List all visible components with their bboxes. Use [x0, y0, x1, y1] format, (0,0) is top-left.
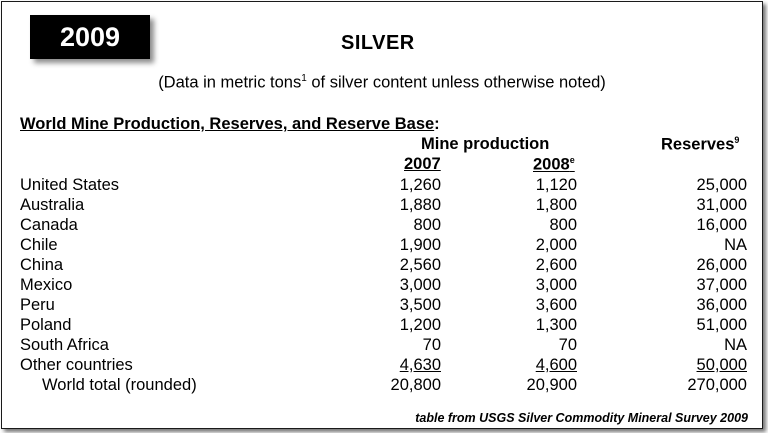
table-row-total — [2, 375, 762, 395]
cell-2007: 2,560 — [399, 256, 441, 274]
units-note — [2, 73, 762, 93]
year-2008-label: 2008 — [533, 155, 570, 174]
reserves-header-label: Reserves — [661, 135, 735, 154]
units-note-text-before: (Data in metric tons — [158, 73, 302, 92]
units-note-text-after: of silver content unless otherwise noted) — [306, 73, 606, 92]
cell-2008: 3,000 — [535, 276, 577, 294]
row-label: Peru — [20, 296, 55, 314]
cell-2007: 70 — [422, 336, 441, 354]
year-2008-header — [533, 155, 575, 175]
cell-2008: 2,000 — [535, 236, 577, 254]
table-row — [2, 195, 762, 215]
row-label: Mexico — [20, 276, 73, 294]
table-row — [2, 175, 762, 195]
source-caption: table from USGS Silver Commodity Mineral Survey 2009 — [415, 411, 748, 425]
section-heading-colon: : — [434, 115, 440, 133]
row-label: Chile — [20, 236, 58, 254]
table-row — [2, 315, 762, 335]
cell-reserves: 36,000 — [696, 296, 747, 314]
row-label: Canada — [20, 216, 78, 234]
cell-reserves: 37,000 — [696, 276, 747, 294]
cell-2007: 4,630 — [399, 356, 441, 374]
row-label: United States — [20, 176, 120, 194]
table-row — [2, 275, 762, 295]
table-row — [2, 335, 762, 355]
cell-2008: 1,300 — [535, 316, 577, 334]
page-title: SILVER — [341, 32, 415, 54]
row-label: China — [20, 256, 64, 274]
units-footnote-marker: 1 — [301, 73, 307, 84]
cell-2008: 70 — [558, 336, 577, 354]
table-row — [2, 235, 762, 255]
cell-2007: 1,260 — [399, 176, 441, 194]
cell-2008: 2,600 — [535, 256, 577, 274]
row-label: World total (rounded) — [42, 376, 197, 394]
cell-reserves: 25,000 — [696, 176, 747, 194]
cell-2007: 1,200 — [399, 316, 441, 334]
year-badge: 2009 — [30, 15, 150, 59]
cell-2008: 4,600 — [535, 356, 577, 374]
table-frame — [1, 1, 763, 429]
cell-reserves: 16,000 — [696, 216, 747, 234]
reserves-header — [661, 135, 739, 155]
table-row — [2, 215, 762, 235]
cell-2008: 3,600 — [535, 296, 577, 314]
year-2007-header: 2007 — [404, 155, 441, 173]
row-label: South Africa — [20, 336, 109, 354]
cell-2007: 3,000 — [399, 276, 441, 294]
mine-production-header: Mine production — [421, 135, 550, 153]
table-row — [2, 355, 762, 375]
cell-2007: 800 — [413, 216, 441, 234]
cell-reserves: 31,000 — [696, 196, 747, 214]
reserves-footnote-marker: 9 — [734, 135, 740, 145]
row-label: Other countries — [20, 356, 133, 374]
row-label: Australia — [20, 196, 85, 214]
table-row — [2, 295, 762, 315]
cell-reserves: 51,000 — [696, 316, 747, 334]
cell-reserves: NA — [724, 236, 747, 254]
cell-2007: 3,500 — [399, 296, 441, 314]
cell-2008: 1,120 — [535, 176, 577, 194]
cell-reserves: 270,000 — [687, 376, 747, 394]
cell-2008: 1,800 — [535, 196, 577, 214]
cell-reserves: NA — [724, 336, 747, 354]
cell-2007: 1,880 — [399, 196, 441, 214]
cell-2007: 20,800 — [390, 376, 441, 394]
cell-2008: 20,900 — [526, 376, 577, 394]
row-label: Poland — [20, 316, 72, 334]
cell-2008: 800 — [549, 216, 577, 234]
section-heading — [20, 115, 440, 134]
cell-reserves: 50,000 — [696, 356, 747, 374]
cell-2007: 1,900 — [399, 236, 441, 254]
section-heading-text: World Mine Production, Reserves, and Reserve Base — [20, 115, 435, 133]
cell-reserves: 26,000 — [696, 256, 747, 274]
table-row — [2, 255, 762, 275]
estimate-footnote-marker: e — [569, 155, 575, 165]
